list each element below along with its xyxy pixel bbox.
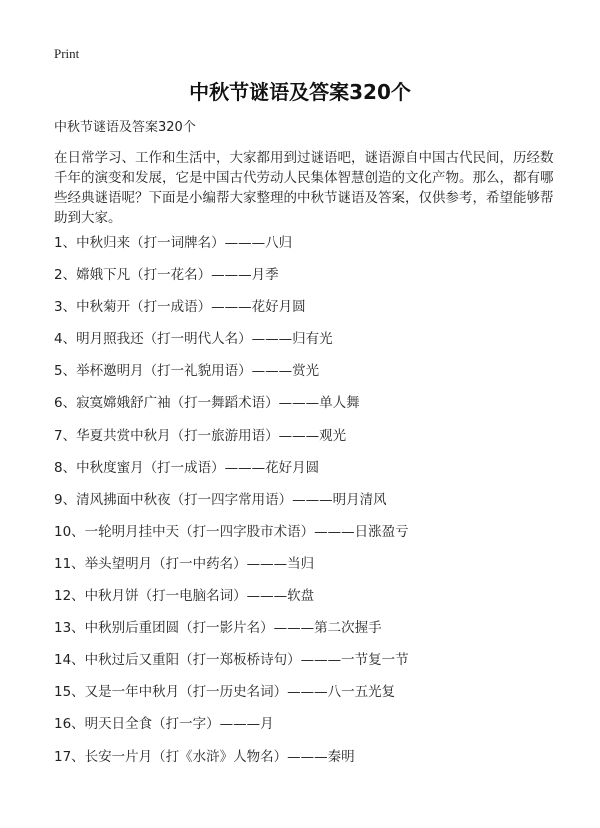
riddle-item: 8、中秋度蜜月（打一成语）———花好月圆 <box>54 459 320 476</box>
riddle-item: 9、清风拂面中秋夜（打一四字常用语）———明月清风 <box>54 491 387 508</box>
riddle-item: 12、中秋月饼（打一电脑名词）———软盘 <box>54 588 315 605</box>
riddle-item: 13、中秋别后重团圆（打一影片名）———第二次握手 <box>54 620 382 637</box>
intro-paragraph: 在日常学习、工作和生活中，大家都用到过谜语吧，谜语源自中国古代民间，历经数千年的演变和发展，它是中国古代劳动人民集体智慧创造的文化产物。那么，都有哪些经典谜语呢？下面是小编帮大家整理的中秋节谜语及答案，仅供参考，希望能够帮助到大家。 <box>54 150 554 226</box>
riddle-item: 14、中秋过后又重阳（打一郑板桥诗句）———一节复一节 <box>54 652 409 669</box>
riddle-item: 4、明月照我还（打一明代人名）———归有光 <box>54 331 333 348</box>
riddle-item: 2、嫦娥下凡（打一花名）———月季 <box>54 267 279 284</box>
article-subtitle: 中秋节谜语及答案320个 <box>54 120 196 135</box>
riddle-item: 16、明天日全食（打一字）———月 <box>54 716 274 733</box>
page-title: 中秋节谜语及答案320个 <box>189 80 411 104</box>
riddle-item: 7、华夏共赏中秋月（打一旅游用语）———观光 <box>54 427 347 444</box>
riddle-item: 5、举杯邀明月（打一礼貌用语）———赏光 <box>54 363 320 380</box>
riddle-item: 15、又是一年中秋月（打一历史名词）———八一五光复 <box>54 684 396 701</box>
riddle-item: 10、一轮明月挂中天（打一四字股市术语）———日涨盈亏 <box>54 523 409 540</box>
riddle-item: 17、长安一片月（打《水浒》人物名）———秦明 <box>54 748 355 765</box>
riddle-item: 11、举头望明月（打一中药名）———当归 <box>54 555 315 572</box>
riddle-list <box>54 232 574 778</box>
riddle-item: 1、中秋归来（打一词牌名）———八归 <box>54 235 293 251</box>
riddle-item: 6、寂寞嫦娥舒广袖（打一舞蹈术语）———单人舞 <box>54 395 360 412</box>
riddle-item: 3、中秋菊开（打一成语）———花好月圆 <box>54 299 306 316</box>
print-link[interactable]: Print <box>54 46 80 61</box>
